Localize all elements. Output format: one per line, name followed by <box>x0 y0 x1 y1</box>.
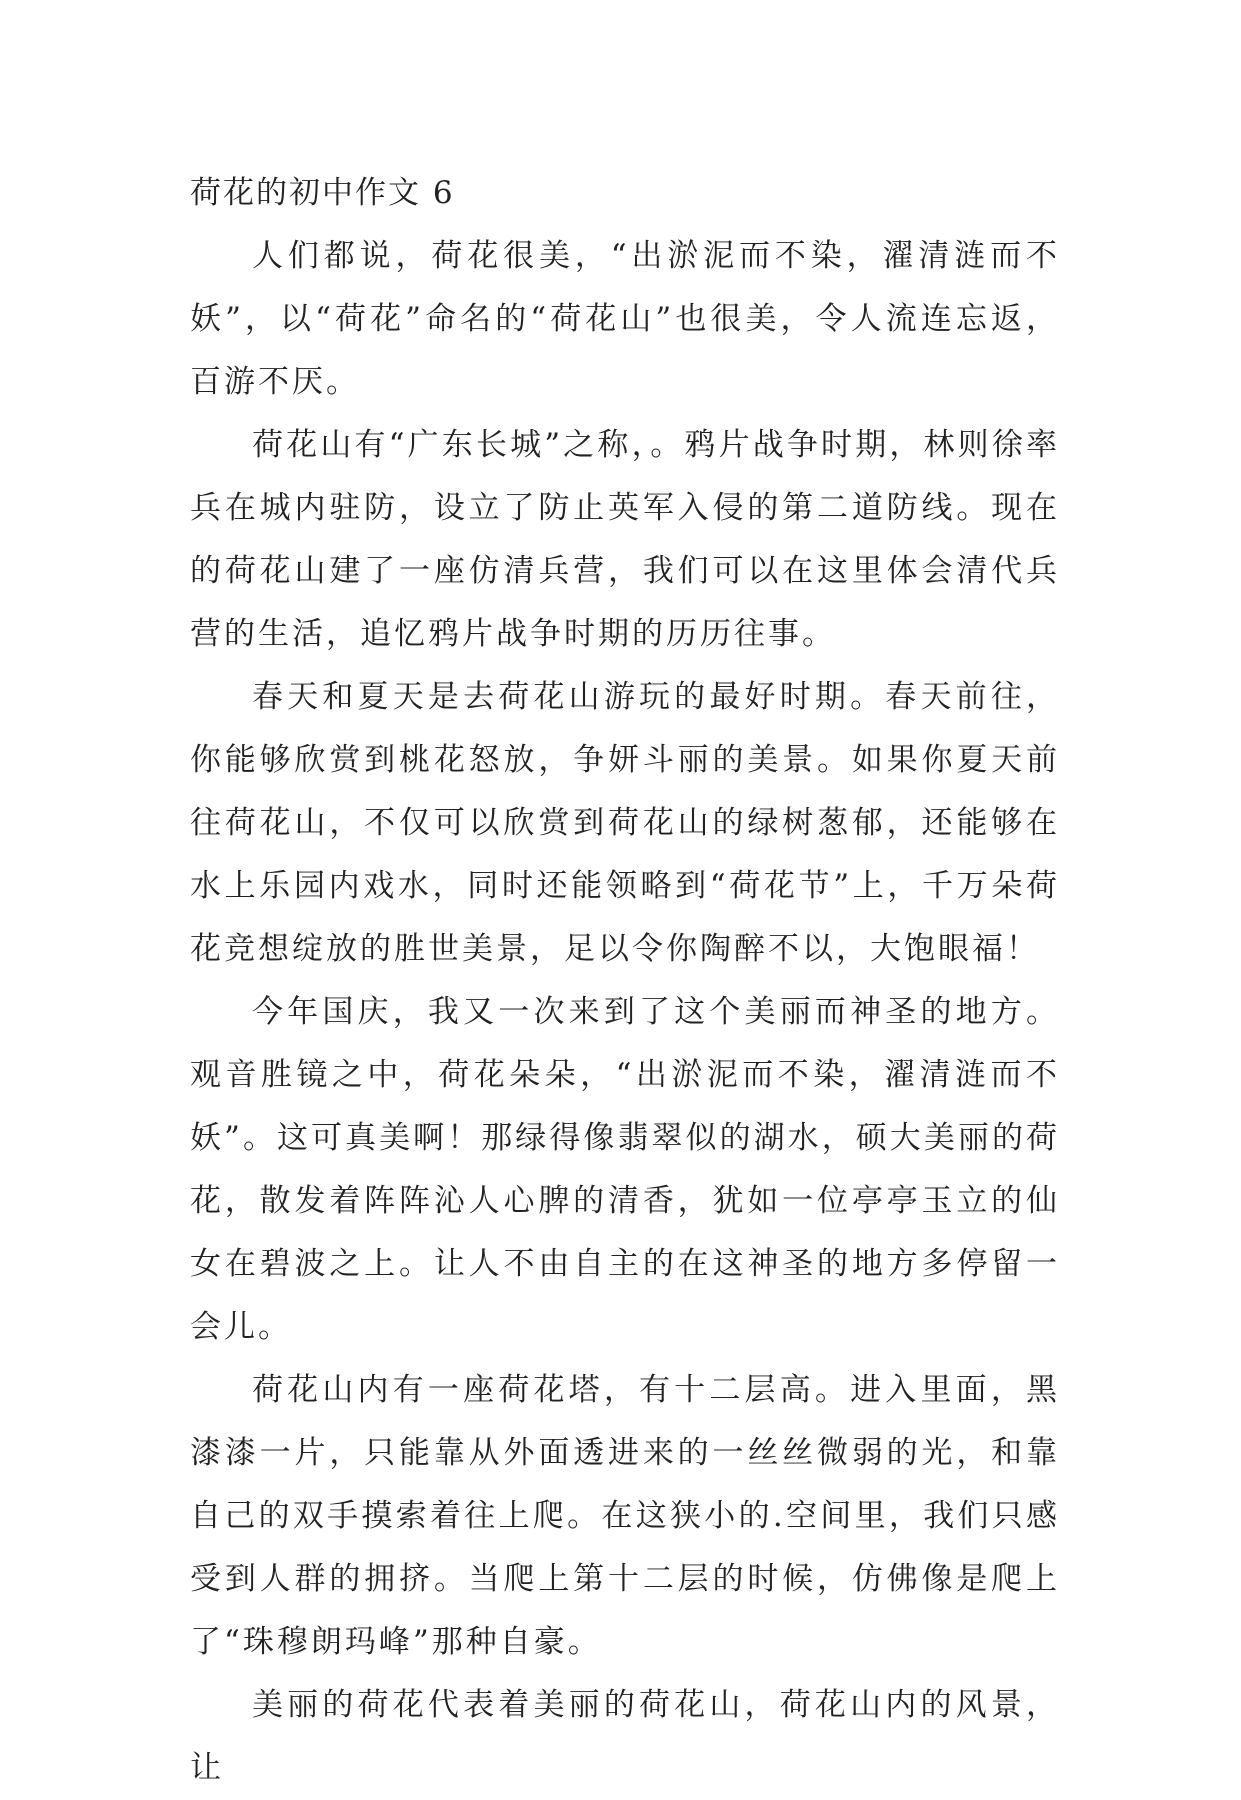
paragraph-6: 美丽的荷花代表着美丽的荷花山，荷花山内的风景，让 <box>190 1687 1060 1786</box>
paragraph-2: 荷花山有“广东长城”之称，。鸦片战争时期，林则徐率兵在城内驻防，设立了防止英军入侵的第二道防线。现在的荷花山建了一座仿清兵营，我们可以在这里体会清代兵营的生活，追忆鸦片战争时期的历历往事。 <box>190 427 1060 652</box>
paragraph-1: 人们都说，荷花很美，“出淤泥而不染，濯清涟而不妖”，以“荷花”命名的“荷花山”也很美，令人流连忘返，百游不厌。 <box>190 238 1060 400</box>
paragraph-5: 荷花山内有一座荷花塔，有十二层高。进入里面，黑漆漆一片，只能靠从外面透进来的一丝丝微弱的光，和靠自己的双手摸索着往上爬。在这狭小的.空间里，我们只感受到人群的拥挤。当爬上第十二层的时候，仿佛像是爬上了“珠穆朗玛峰”那种自豪。 <box>190 1372 1060 1660</box>
document-title: 荷花的初中作文 6 <box>190 175 455 211</box>
document-body <box>190 162 1060 1800</box>
paragraph-3: 春天和夏天是去荷花山游玩的最好时期。春天前往，你能够欣赏到桃花怒放，争妍斗丽的美景。如果你夏天前往荷花山，不仅可以欣赏到荷花山的绿树葱郁，还能够在水上乐园内戏水，同时还能领略到“荷花节”上，千万朵荷花竞想绽放的胜世美景，足以令你陶醉不以，大饱眼福！ <box>190 679 1060 967</box>
paragraph-4: 今年国庆，我又一次来到了这个美丽而神圣的地方。观音胜镜之中，荷花朵朵，“出淤泥而不染，濯清涟而不妖”。这可真美啊！那绿得像翡翠似的湖水，硕大美丽的荷花，散发着阵阵沁人心脾的清香，犹如一位亭亭玉立的仙女在碧波之上。让人不由自主的在这神圣的地方多停留一会儿。 <box>190 994 1060 1345</box>
